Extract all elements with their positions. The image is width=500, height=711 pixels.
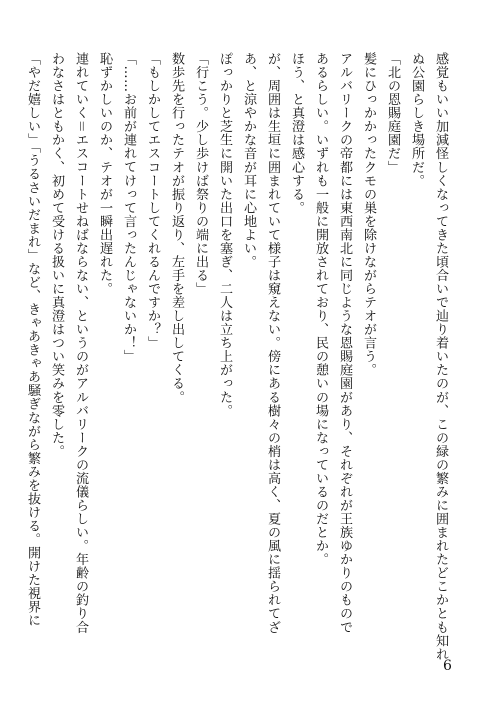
text-line: 髪にひっかかったクモの巣を除けながらテオが言う。 — [361, 52, 376, 377]
text-line: アルバリークの帝都には東西南北に同じような恩賜庭園があり、それぞれが王族ゆかりのもので — [337, 52, 352, 634]
text-line: 「もしかしてエスコートしてくれるんですか？」 — [145, 52, 160, 350]
page-number: 6 — [443, 658, 452, 674]
text-line: ほう、と真澄は感心する。 — [289, 52, 304, 215]
text-line: ぬ公園らしき場所だ。 — [409, 52, 424, 188]
vertical-text-body — [20, 52, 452, 661]
text-line: 連れていく＝エスコートせねばならない、というのがアルバリークの流儀らしい。年齢の釣り合 — [73, 52, 88, 634]
text-line: ぽっかりと芝生に開いた出口を塞ぎ、二人は立ち上がった。 — [217, 52, 232, 418]
text-line: が、周囲は生垣に囲まれていて様子は窺えない。傍にある樹々の梢は高く、夏の風に揺られてざ — [265, 52, 280, 634]
text-line: わなさはともかく、初めて受ける扱いに真澄はつい笑みを零した。 — [49, 52, 64, 458]
text-line: 「北の恩賜庭園だ」 — [385, 52, 400, 174]
text-line: 数歩先を行ったテオが振り返り、左手を差し出してくる。 — [169, 52, 184, 404]
text-line: 恥ずかしいのか、テオが一瞬出遅れた。 — [97, 52, 112, 296]
text-line: 「やだ嬉しい」「うるさいだまれ」など、きゃあきゃあ騒ぎながら繁みを抜ける。開けた視界に — [25, 52, 40, 628]
text-line: あるらしい。いずれも一般に開放されており、民の憩いの場になっているのだとか。 — [313, 52, 328, 567]
text-line: 「……お前が連れてけって言ったんじゃないか！」 — [121, 52, 136, 364]
text-line: あ、と涼やかな音が耳に心地よい。 — [241, 52, 256, 269]
text-line: 「行こう。少し歩けば祭りの端に出る」 — [193, 52, 208, 296]
text-line: 感覚もいい加減怪しくなってきた頃合いで辿り着いたのが、この緑の繁みに囲まれたどこかとも知れ — [433, 52, 448, 661]
